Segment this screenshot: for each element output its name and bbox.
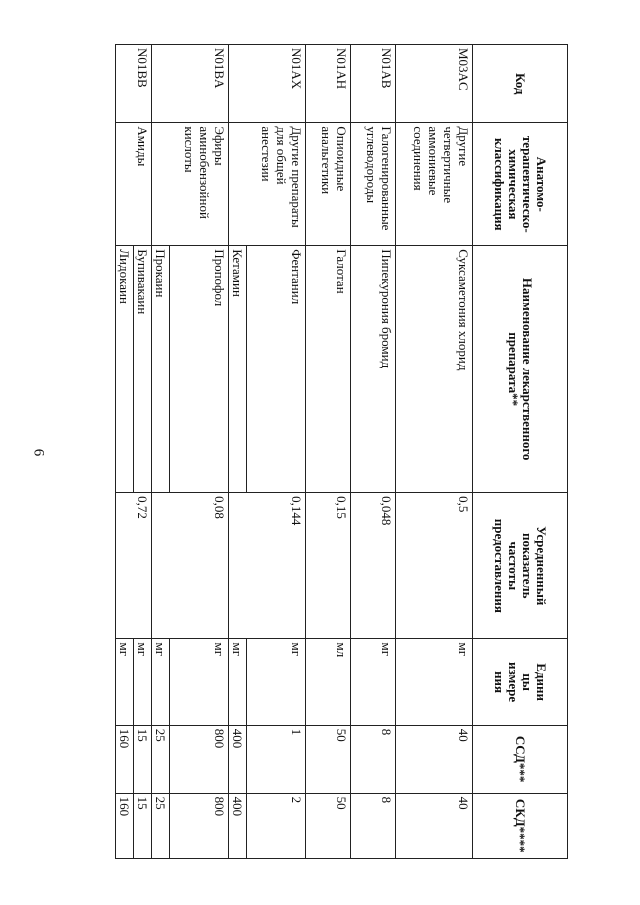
unit-cell: мл [306,639,351,725]
header-row [473,45,568,859]
header-code: Код [473,45,568,123]
code-cell: N01AH [306,45,351,123]
skd-cell: 50 [306,793,351,858]
skd-cell: 400 [229,793,247,858]
drug-name-cell: Пипекурония бромид [351,246,396,493]
table-row [306,45,351,859]
unit-cell: мг [152,639,170,725]
page-number: 6 [30,448,47,457]
unit-cell: мг [351,639,396,725]
header-atc: Анатомо- терапевтическо- химическая классификация [473,123,568,246]
skd-cell: 15 [134,793,152,858]
frequency-cell: 0,08 [152,493,229,639]
drug-name-cell: Пропофол [170,246,229,493]
ssd-cell: 15 [134,725,152,793]
atc-cell: Другие четвертичные аммониевые соединения [396,123,473,246]
rotated-table-container [68,44,568,859]
skd-cell: 800 [170,793,229,858]
code-cell: N01AB [351,45,396,123]
drug-table [115,44,568,859]
drug-name-cell: Бупивакаин [134,246,152,493]
atc-cell: Опиоидные анальгетики [306,123,351,246]
drug-name-cell: Кетамин [229,246,247,493]
frequency-cell: 0,72 [116,493,152,639]
ssd-cell: 50 [306,725,351,793]
table-row [247,45,306,859]
drug-name-cell: Фентанил [247,246,306,493]
unit-cell: мг [116,639,134,725]
ssd-cell: 40 [396,725,473,793]
atc-cell: Эфиры аминобензойной кислоты [152,123,229,246]
unit-cell: мг [396,639,473,725]
atc-cell: Амиды [116,123,152,246]
skd-cell: 40 [396,793,473,858]
ssd-cell: 800 [170,725,229,793]
ssd-cell: 160 [116,725,134,793]
code-cell: M03AC [396,45,473,123]
atc-cell: Галогенированные углеводороды [351,123,396,246]
code-cell: N01AX [229,45,306,123]
code-cell: N01BA [152,45,229,123]
unit-cell: мг [247,639,306,725]
ssd-cell: 25 [152,725,170,793]
frequency-cell: 0,144 [229,493,306,639]
table-row [396,45,473,859]
drug-name-cell: Лидокаин [116,246,134,493]
ssd-cell: 8 [351,725,396,793]
header-skd: СКД**** [473,793,568,858]
ssd-cell: 400 [229,725,247,793]
skd-cell: 2 [247,793,306,858]
header-frequency: Усредненный показатель частоты предоставления [473,493,568,639]
unit-cell: мг [229,639,247,725]
ssd-cell: 1 [247,725,306,793]
frequency-cell: 0,15 [306,493,351,639]
header-drug-name: Наименование лекарственного препарата** [473,246,568,493]
drug-name-cell: Галотан [306,246,351,493]
header-units: Едини цы измере ния [473,639,568,725]
unit-cell: мг [170,639,229,725]
code-cell: N01BB [116,45,152,123]
frequency-cell: 0,048 [351,493,396,639]
atc-cell: Другие препараты для общей анестезии [229,123,306,246]
header-ssd: ССД*** [473,725,568,793]
unit-cell: мг [134,639,152,725]
skd-cell: 25 [152,793,170,858]
table-row [134,45,152,859]
table-row [351,45,396,859]
skd-cell: 160 [116,793,134,858]
drug-name-cell: Суксаметония хлорид [396,246,473,493]
drug-name-cell: Прокаин [152,246,170,493]
skd-cell: 8 [351,793,396,858]
frequency-cell: 0,5 [396,493,473,639]
table-row [170,45,229,859]
